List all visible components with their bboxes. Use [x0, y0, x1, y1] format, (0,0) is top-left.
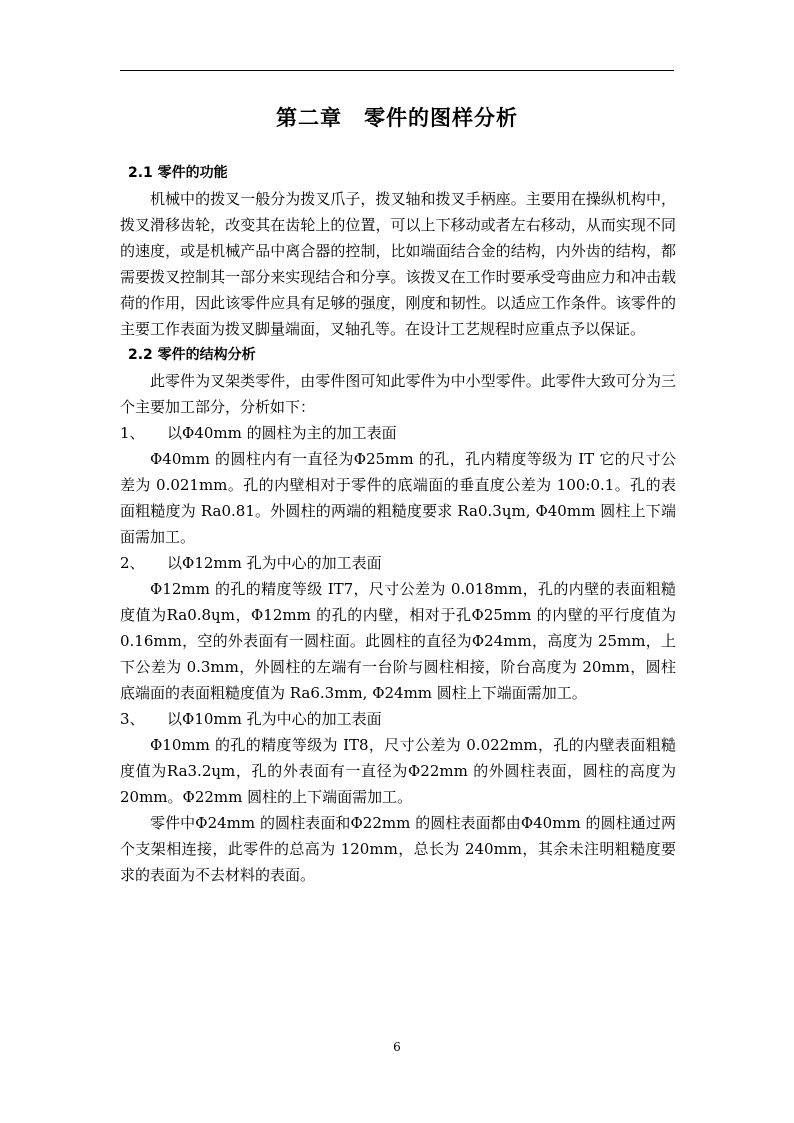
function-paragraph: 机械中的拨叉一般分为拨叉爪子，拨叉轴和拨叉手柄座。主要用在操纵机构中，拨叉滑移齿轮，改变其在齿轮上的位置，可以上下移动或者左右移动，从而实现不同的速度，或是机械产品中离合器的控制，比如端面结合金的结构，内外齿的结构，都需要拨叉控制其一部分来实现结合和分享。该拨叉在工作时要承受弯曲应力和冲击载荷的作用，因此该零件应具有足够的强度，刚度和韧性。以适应工作条件。该零件的主要工作表面为拨叉脚量端面，叉轴孔等。在设计工艺规程时应重点予以保证。 — [120, 190, 676, 338]
header-rule — [120, 70, 674, 71]
section-heading-structure: 2.2 零件的结构分析 — [128, 347, 256, 363]
list-item-3-text: Φ10mm 的孔的精度等级为 IT8，尺寸公差为 0.022mm，孔的内壁表面粗糙度值为Ra3.2ɥm，孔的外表面有一直径为Φ22mm 的外圆柱表面，圆柱的高度为 20mm。Φ22mm 圆柱的上下端面需加工。 — [120, 736, 676, 806]
list-item-1-label: 1、 以Φ40mm 的圆柱为主的加工表面 — [120, 424, 397, 442]
chapter-title: 第二章 零件的图样分析 — [276, 106, 518, 130]
list-item-2-text: Φ12mm 的孔的精度等级 IT7，尺寸公差为 0.018mm，孔的内壁的表面粗糙度值为Ra0.8ɥm，Φ12mm 的孔的内壁，相对于孔Φ25mm 的内壁的平行度值为 0.16mm，空的外表面有一圆柱面。此圆柱的直径为Φ24mm，高度为 25mm，上下公差为 0.3mm，外圆柱的左端有一台阶与圆柱相接，阶台高度为 20mm，圆柱底端面的表面粗糙度值为 Ra6.3mm, Φ24mm 圆柱上下端面需加工。 — [120, 580, 676, 702]
list-item-2-label: 2、 以Φ12mm 孔为中心的加工表面 — [120, 554, 382, 572]
closing-paragraph: 零件中Φ24mm 的圆柱表面和Φ22mm 的圆柱表面都由Φ40mm 的圆柱通过两个支架相连接，此零件的总高为 120mm，总长为 240mm，其余未注明粗糙度要求的表面为不去材料的表面。 — [120, 814, 676, 884]
page-number: 6 — [393, 1040, 401, 1054]
document-body — [120, 160, 676, 888]
list-item-3-label: 3、 以Φ10mm 孔为中心的加工表面 — [120, 710, 382, 728]
section-heading-function: 2.1 零件的功能 — [128, 165, 228, 181]
list-item-1-text: Φ40mm 的圆柱内有一直径为Φ25mm 的孔，孔内精度等级为 IT 它的尺寸公差为 0.021mm。孔的内壁相对于零件的底端面的垂直度公差为 100:0.1。孔的表面粗糙度为 Ra0.81。外圆柱的两端的粗糙度要求 Ra0.3ɥm, Φ40mm 圆柱上下端面需加工。 — [120, 450, 676, 546]
structure-intro-paragraph: 此零件为叉架类零件，由零件图可知此零件为中小型零件。此零件大致可分为三个主要加工部分，分析如下： — [120, 372, 676, 416]
